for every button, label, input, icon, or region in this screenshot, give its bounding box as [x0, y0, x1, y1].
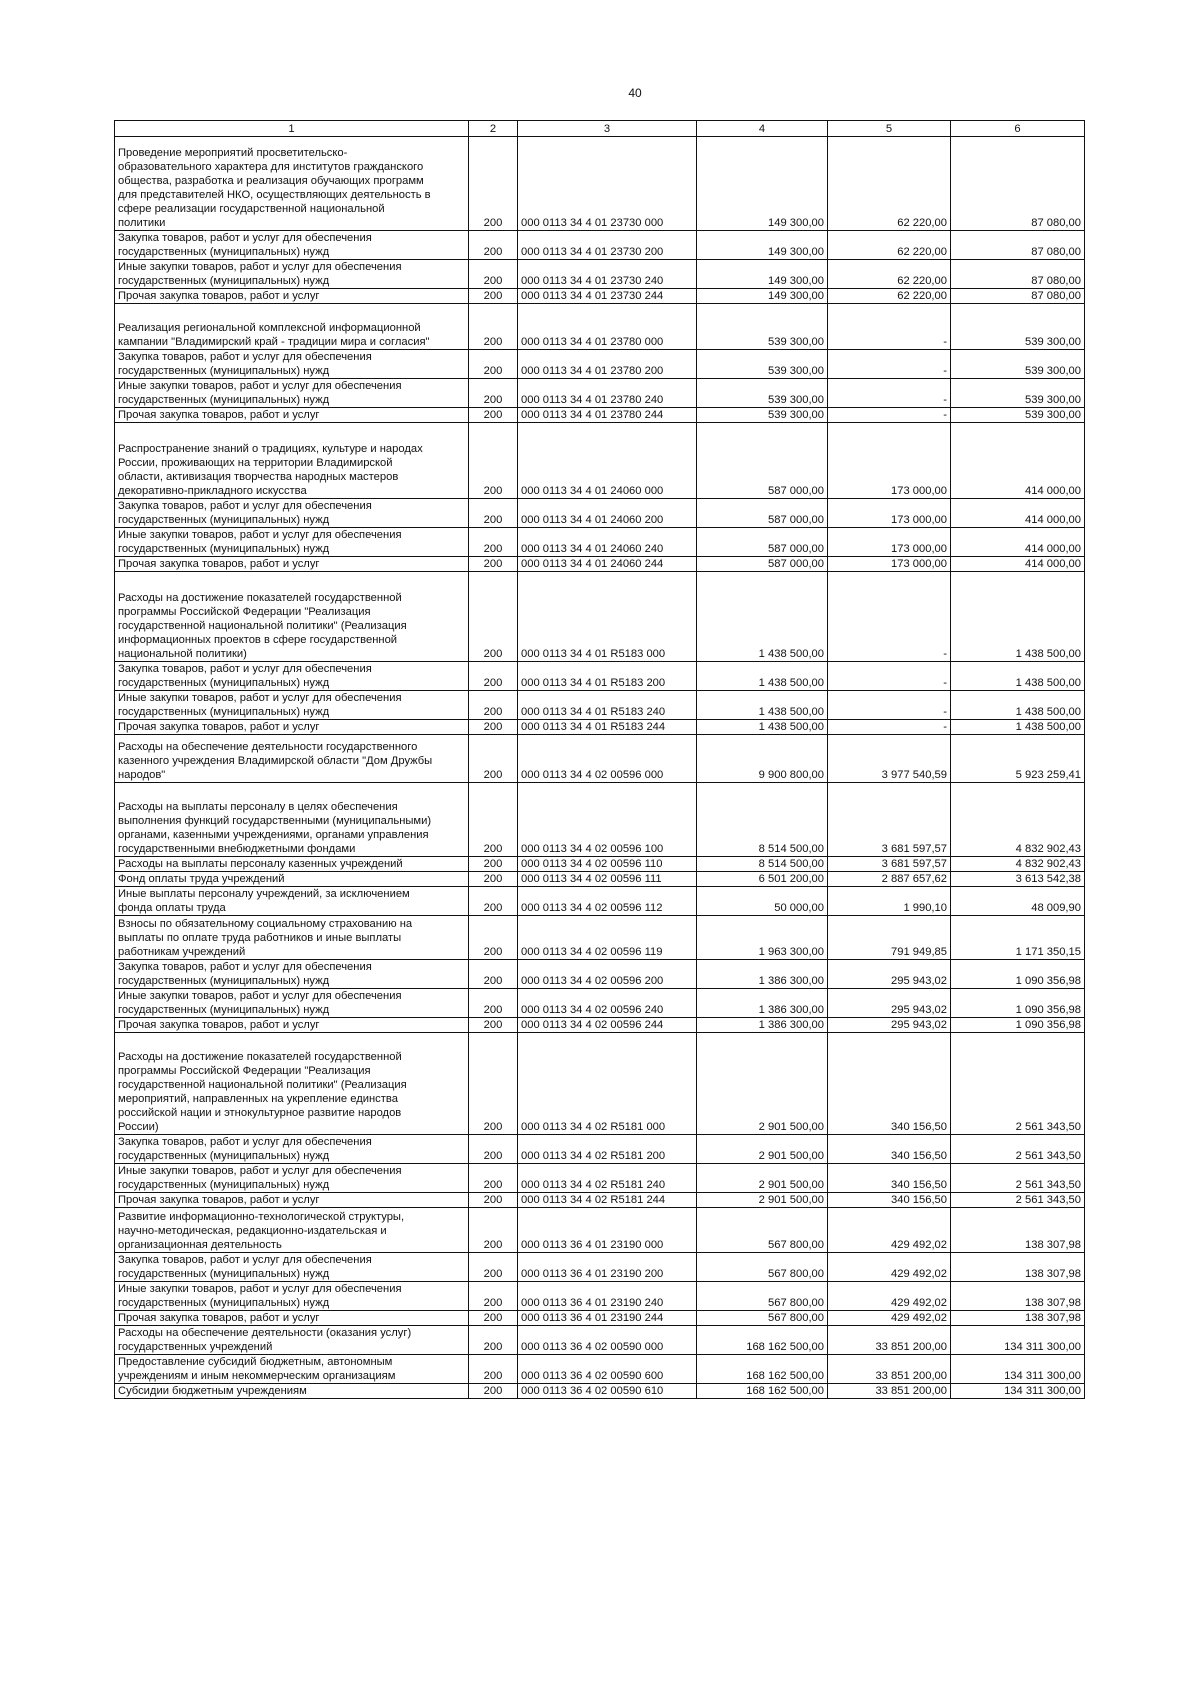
row-budget-code: 000 0113 36 4 01 23190 000 — [518, 1208, 697, 1253]
row-approved-amount: 567 800,00 — [697, 1282, 828, 1311]
column-header-4: 4 — [697, 121, 828, 137]
table-row — [115, 423, 1085, 499]
table-row — [115, 1208, 1085, 1253]
row-budget-code: 000 0113 34 4 01 23780 000 — [518, 304, 697, 350]
row-description: Иные закупки товаров, работ и услуг для обеспечения государственных (муниципальных) нужд — [115, 260, 469, 289]
column-header-3: 3 — [518, 121, 697, 137]
row-unexecuted-amount: 87 080,00 — [951, 137, 1085, 231]
row-description: Расходы на выплаты персоналу в целях обеспечения выполнения функций государственными (муниципальными) органами, казенными учреждениями, органами управления государственными внебюджетными фондами — [115, 783, 469, 857]
row-unexecuted-amount: 1 438 500,00 — [951, 691, 1085, 720]
row-approved-amount: 1 386 300,00 — [697, 989, 828, 1018]
row-executed-amount: 62 220,00 — [828, 231, 951, 260]
row-approved-amount: 149 300,00 — [697, 260, 828, 289]
row-approved-amount: 587 000,00 — [697, 528, 828, 557]
row-executed-amount: - — [828, 350, 951, 379]
table-row — [115, 1018, 1085, 1033]
row-code-admin: 200 — [469, 1033, 518, 1135]
row-description: Прочая закупка товаров, работ и услуг — [115, 720, 469, 735]
row-code-admin: 200 — [469, 887, 518, 916]
row-executed-amount: 62 220,00 — [828, 289, 951, 304]
row-approved-amount: 587 000,00 — [697, 423, 828, 499]
row-executed-amount: - — [828, 379, 951, 408]
row-budget-code: 000 0113 34 4 02 00596 119 — [518, 916, 697, 960]
row-budget-code: 000 0113 34 4 02 00596 244 — [518, 1018, 697, 1033]
row-approved-amount: 1 963 300,00 — [697, 916, 828, 960]
budget-table — [114, 120, 1085, 1399]
row-budget-code: 000 0113 34 4 02 00596 200 — [518, 960, 697, 989]
row-unexecuted-amount: 1 438 500,00 — [951, 572, 1085, 662]
row-approved-amount: 2 901 500,00 — [697, 1193, 828, 1208]
row-code-admin: 200 — [469, 1355, 518, 1384]
row-executed-amount: 429 492,02 — [828, 1311, 951, 1326]
row-executed-amount: - — [828, 720, 951, 735]
table-row — [115, 691, 1085, 720]
row-executed-amount: - — [828, 304, 951, 350]
table-row — [115, 350, 1085, 379]
row-budget-code: 000 0113 34 4 01 23780 240 — [518, 379, 697, 408]
row-executed-amount: 340 156,50 — [828, 1164, 951, 1193]
row-unexecuted-amount: 138 307,98 — [951, 1253, 1085, 1282]
row-approved-amount: 2 901 500,00 — [697, 1033, 828, 1135]
row-executed-amount: 791 949,85 — [828, 916, 951, 960]
row-description: Проведение мероприятий просветительско- образовательного характера для институтов гражданского общества, разработка и реализация обучающих программ для представителей НКО, осуществляющих деятельность в сфере реализации государственной национальной политики — [115, 137, 469, 231]
row-code-admin: 200 — [469, 231, 518, 260]
row-unexecuted-amount: 87 080,00 — [951, 231, 1085, 260]
row-code-admin: 200 — [469, 423, 518, 499]
row-approved-amount: 587 000,00 — [697, 557, 828, 572]
row-executed-amount: - — [828, 572, 951, 662]
table-row — [115, 783, 1085, 857]
row-unexecuted-amount: 2 561 343,50 — [951, 1164, 1085, 1193]
row-unexecuted-amount: 539 300,00 — [951, 408, 1085, 423]
row-unexecuted-amount: 414 000,00 — [951, 499, 1085, 528]
row-description: Взносы по обязательному социальному страхованию на выплаты по оплате труда работников и иные выплаты работникам учреждений — [115, 916, 469, 960]
row-executed-amount: 295 943,02 — [828, 989, 951, 1018]
row-budget-code: 000 0113 36 4 01 23190 200 — [518, 1253, 697, 1282]
row-description: Иные выплаты персоналу учреждений, за исключением фонда оплаты труда — [115, 887, 469, 916]
row-description: Иные закупки товаров, работ и услуг для обеспечения государственных (муниципальных) нужд — [115, 1282, 469, 1311]
row-description: Иные закупки товаров, работ и услуг для обеспечения государственных (муниципальных) нужд — [115, 1164, 469, 1193]
row-approved-amount: 8 514 500,00 — [697, 783, 828, 857]
row-executed-amount: 340 156,50 — [828, 1193, 951, 1208]
row-approved-amount: 8 514 500,00 — [697, 857, 828, 872]
row-budget-code: 000 0113 36 4 02 00590 000 — [518, 1326, 697, 1355]
row-executed-amount: 62 220,00 — [828, 137, 951, 231]
row-unexecuted-amount: 1 438 500,00 — [951, 720, 1085, 735]
row-code-admin: 200 — [469, 1164, 518, 1193]
table-row — [115, 989, 1085, 1018]
row-budget-code: 000 0113 34 4 02 R5181 240 — [518, 1164, 697, 1193]
row-budget-code: 000 0113 34 4 01 R5183 000 — [518, 572, 697, 662]
table-row — [115, 499, 1085, 528]
row-budget-code: 000 0113 34 4 01 24060 200 — [518, 499, 697, 528]
row-description: Расходы на обеспечение деятельности государственного казенного учреждения Владимирской области "Дом Дружбы народов" — [115, 735, 469, 783]
header-row — [115, 121, 1085, 137]
row-executed-amount: 429 492,02 — [828, 1208, 951, 1253]
row-unexecuted-amount: 539 300,00 — [951, 379, 1085, 408]
table-row — [115, 1282, 1085, 1311]
row-approved-amount: 539 300,00 — [697, 408, 828, 423]
row-budget-code: 000 0113 34 4 02 00596 240 — [518, 989, 697, 1018]
row-approved-amount: 1 438 500,00 — [697, 691, 828, 720]
row-code-admin: 200 — [469, 691, 518, 720]
row-approved-amount: 567 800,00 — [697, 1208, 828, 1253]
table-row — [115, 1033, 1085, 1135]
row-approved-amount: 2 901 500,00 — [697, 1164, 828, 1193]
row-description: Расходы на обеспечение деятельности (оказания услуг) государственных учреждений — [115, 1326, 469, 1355]
row-code-admin: 200 — [469, 379, 518, 408]
row-budget-code: 000 0113 34 4 01 23730 200 — [518, 231, 697, 260]
table-row — [115, 260, 1085, 289]
row-unexecuted-amount: 134 311 300,00 — [951, 1355, 1085, 1384]
row-description: Развитие информационно-технологической структуры, научно-методическая, редакционно-издательская и организационная деятельность — [115, 1208, 469, 1253]
row-approved-amount: 168 162 500,00 — [697, 1384, 828, 1399]
row-code-admin: 200 — [469, 1208, 518, 1253]
row-description: Расходы на достижение показателей государственной программы Российской Федерации "Реализация государственной национальной политики" (Реализация мероприятий, направленных на укрепление единства российской нации и этнокультурное развитие народов России) — [115, 1033, 469, 1135]
row-description: Фонд оплаты труда учреждений — [115, 872, 469, 887]
table-row — [115, 379, 1085, 408]
row-approved-amount: 587 000,00 — [697, 499, 828, 528]
row-code-admin: 200 — [469, 557, 518, 572]
row-code-admin: 200 — [469, 960, 518, 989]
row-approved-amount: 168 162 500,00 — [697, 1326, 828, 1355]
row-budget-code: 000 0113 34 4 01 24060 240 — [518, 528, 697, 557]
table-row — [115, 528, 1085, 557]
row-budget-code: 000 0113 34 4 01 23780 200 — [518, 350, 697, 379]
row-unexecuted-amount: 5 923 259,41 — [951, 735, 1085, 783]
row-unexecuted-amount: 4 832 902,43 — [951, 783, 1085, 857]
row-code-admin: 200 — [469, 572, 518, 662]
row-executed-amount: 1 990,10 — [828, 887, 951, 916]
row-unexecuted-amount: 2 561 343,50 — [951, 1033, 1085, 1135]
row-code-admin: 200 — [469, 1326, 518, 1355]
table-row — [115, 231, 1085, 260]
row-executed-amount: 2 887 657,62 — [828, 872, 951, 887]
row-code-admin: 200 — [469, 1193, 518, 1208]
row-description: Расходы на достижение показателей государственной программы Российской Федерации "Реализация государственной национальной политики" (Реализация информационных проектов в сфере государственной национальной политики) — [115, 572, 469, 662]
row-description: Закупка товаров, работ и услуг для обеспечения государственных (муниципальных) нужд — [115, 499, 469, 528]
row-budget-code: 000 0113 36 4 02 00590 610 — [518, 1384, 697, 1399]
row-description: Закупка товаров, работ и услуг для обеспечения государственных (муниципальных) нужд — [115, 350, 469, 379]
row-approved-amount: 50 000,00 — [697, 887, 828, 916]
row-code-admin: 200 — [469, 289, 518, 304]
row-description: Прочая закупка товаров, работ и услуг — [115, 557, 469, 572]
table-row — [115, 304, 1085, 350]
row-unexecuted-amount: 1 090 356,98 — [951, 989, 1085, 1018]
row-description: Прочая закупка товаров, работ и услуг — [115, 408, 469, 423]
row-executed-amount: 3 681 597,57 — [828, 783, 951, 857]
table-row — [115, 1311, 1085, 1326]
row-unexecuted-amount: 539 300,00 — [951, 350, 1085, 379]
column-header-1: 1 — [115, 121, 469, 137]
row-approved-amount: 149 300,00 — [697, 289, 828, 304]
row-unexecuted-amount: 138 307,98 — [951, 1282, 1085, 1311]
row-code-admin: 200 — [469, 350, 518, 379]
row-executed-amount: 173 000,00 — [828, 528, 951, 557]
table-row — [115, 1164, 1085, 1193]
row-code-admin: 200 — [469, 260, 518, 289]
row-budget-code: 000 0113 36 4 02 00590 600 — [518, 1355, 697, 1384]
row-unexecuted-amount: 87 080,00 — [951, 260, 1085, 289]
row-budget-code: 000 0113 34 4 01 23780 244 — [518, 408, 697, 423]
row-approved-amount: 1 386 300,00 — [697, 960, 828, 989]
row-budget-code: 000 0113 34 4 01 R5183 200 — [518, 662, 697, 691]
column-header-5: 5 — [828, 121, 951, 137]
row-executed-amount: 33 851 200,00 — [828, 1384, 951, 1399]
table-row — [115, 662, 1085, 691]
row-code-admin: 200 — [469, 872, 518, 887]
table-row — [115, 960, 1085, 989]
row-description: Закупка товаров, работ и услуг для обеспечения государственных (муниципальных) нужд — [115, 960, 469, 989]
table-row — [115, 1326, 1085, 1355]
row-code-admin: 200 — [469, 499, 518, 528]
row-approved-amount: 539 300,00 — [697, 304, 828, 350]
row-description: Прочая закупка товаров, работ и услуг — [115, 1311, 469, 1326]
row-code-admin: 200 — [469, 735, 518, 783]
row-budget-code: 000 0113 34 4 02 R5181 000 — [518, 1033, 697, 1135]
row-description: Прочая закупка товаров, работ и услуг — [115, 1193, 469, 1208]
row-unexecuted-amount: 1 090 356,98 — [951, 960, 1085, 989]
column-header-2: 2 — [469, 121, 518, 137]
table-row — [115, 720, 1085, 735]
row-approved-amount: 1 438 500,00 — [697, 572, 828, 662]
row-code-admin: 200 — [469, 1253, 518, 1282]
row-unexecuted-amount: 414 000,00 — [951, 423, 1085, 499]
row-description: Иные закупки товаров, работ и услуг для обеспечения государственных (муниципальных) нужд — [115, 989, 469, 1018]
row-unexecuted-amount: 48 009,90 — [951, 887, 1085, 916]
row-code-admin: 200 — [469, 783, 518, 857]
row-description: Закупка товаров, работ и услуг для обеспечения государственных (муниципальных) нужд — [115, 662, 469, 691]
row-description: Реализация региональной комплексной информационной кампании "Владимирский край - традиции мира и согласия" — [115, 304, 469, 350]
row-description: Расходы на выплаты персоналу казенных учреждений — [115, 857, 469, 872]
row-unexecuted-amount: 414 000,00 — [951, 528, 1085, 557]
row-budget-code: 000 0113 34 4 02 R5181 200 — [518, 1135, 697, 1164]
table-row — [115, 137, 1085, 231]
row-code-admin: 200 — [469, 662, 518, 691]
row-code-admin: 200 — [469, 137, 518, 231]
row-description: Предоставление субсидий бюджетным, автономным учреждениям и иным некоммерческим организациям — [115, 1355, 469, 1384]
row-budget-code: 000 0113 34 4 02 00596 000 — [518, 735, 697, 783]
table-body — [115, 137, 1085, 1399]
row-executed-amount: - — [828, 408, 951, 423]
page-number: 40 — [628, 86, 642, 100]
table-row — [115, 1253, 1085, 1282]
row-budget-code: 000 0113 34 4 01 R5183 244 — [518, 720, 697, 735]
row-executed-amount: - — [828, 691, 951, 720]
row-unexecuted-amount: 1 090 356,98 — [951, 1018, 1085, 1033]
row-budget-code: 000 0113 34 4 01 24060 000 — [518, 423, 697, 499]
table-row — [115, 557, 1085, 572]
row-approved-amount: 149 300,00 — [697, 231, 828, 260]
table-row — [115, 857, 1085, 872]
row-budget-code: 000 0113 36 4 01 23190 244 — [518, 1311, 697, 1326]
row-budget-code: 000 0113 34 4 01 R5183 240 — [518, 691, 697, 720]
table-row — [115, 872, 1085, 887]
row-budget-code: 000 0113 34 4 01 24060 244 — [518, 557, 697, 572]
row-code-admin: 200 — [469, 304, 518, 350]
row-unexecuted-amount: 4 832 902,43 — [951, 857, 1085, 872]
table-row — [115, 289, 1085, 304]
row-executed-amount: 3 977 540,59 — [828, 735, 951, 783]
row-code-admin: 200 — [469, 1384, 518, 1399]
row-budget-code: 000 0113 36 4 01 23190 240 — [518, 1282, 697, 1311]
row-approved-amount: 567 800,00 — [697, 1253, 828, 1282]
row-executed-amount: 33 851 200,00 — [828, 1326, 951, 1355]
row-approved-amount: 149 300,00 — [697, 137, 828, 231]
row-description: Распространение знаний о традициях, культуре и народах России, проживающих на территории Владимирской области, активизация творчества народных мастеров декоративно-прикладного искусства — [115, 423, 469, 499]
row-budget-code: 000 0113 34 4 01 23730 000 — [518, 137, 697, 231]
row-unexecuted-amount: 134 311 300,00 — [951, 1384, 1085, 1399]
row-approved-amount: 1 438 500,00 — [697, 720, 828, 735]
row-unexecuted-amount: 1 171 350,15 — [951, 916, 1085, 960]
row-description: Закупка товаров, работ и услуг для обеспечения государственных (муниципальных) нужд — [115, 1135, 469, 1164]
row-executed-amount: 173 000,00 — [828, 423, 951, 499]
row-executed-amount: 429 492,02 — [828, 1253, 951, 1282]
row-approved-amount: 2 901 500,00 — [697, 1135, 828, 1164]
table-row — [115, 735, 1085, 783]
row-approved-amount: 539 300,00 — [697, 350, 828, 379]
row-description: Закупка товаров, работ и услуг для обеспечения государственных (муниципальных) нужд — [115, 1253, 469, 1282]
row-approved-amount: 9 900 800,00 — [697, 735, 828, 783]
row-executed-amount: 429 492,02 — [828, 1282, 951, 1311]
row-approved-amount: 539 300,00 — [697, 379, 828, 408]
row-budget-code: 000 0113 34 4 01 23730 240 — [518, 260, 697, 289]
row-executed-amount: 173 000,00 — [828, 499, 951, 528]
row-approved-amount: 1 386 300,00 — [697, 1018, 828, 1033]
row-budget-code: 000 0113 34 4 02 00596 112 — [518, 887, 697, 916]
table-row — [115, 1384, 1085, 1399]
row-description: Субсидии бюджетным учреждениям — [115, 1384, 469, 1399]
row-unexecuted-amount: 138 307,98 — [951, 1208, 1085, 1253]
row-description: Закупка товаров, работ и услуг для обеспечения государственных (муниципальных) нужд — [115, 231, 469, 260]
row-code-admin: 200 — [469, 720, 518, 735]
row-executed-amount: 173 000,00 — [828, 557, 951, 572]
row-code-admin: 200 — [469, 1311, 518, 1326]
row-unexecuted-amount: 539 300,00 — [951, 304, 1085, 350]
row-code-admin: 200 — [469, 857, 518, 872]
row-unexecuted-amount: 1 438 500,00 — [951, 662, 1085, 691]
row-code-admin: 200 — [469, 989, 518, 1018]
row-approved-amount: 567 800,00 — [697, 1311, 828, 1326]
row-approved-amount: 6 501 200,00 — [697, 872, 828, 887]
row-executed-amount: 62 220,00 — [828, 260, 951, 289]
row-budget-code: 000 0113 34 4 02 00596 100 — [518, 783, 697, 857]
row-code-admin: 200 — [469, 1282, 518, 1311]
row-executed-amount: - — [828, 662, 951, 691]
row-executed-amount: 295 943,02 — [828, 960, 951, 989]
row-budget-code: 000 0113 34 4 02 00596 110 — [518, 857, 697, 872]
row-unexecuted-amount: 3 613 542,38 — [951, 872, 1085, 887]
row-description: Иные закупки товаров, работ и услуг для обеспечения государственных (муниципальных) нужд — [115, 528, 469, 557]
table-row — [115, 1135, 1085, 1164]
row-budget-code: 000 0113 34 4 01 23730 244 — [518, 289, 697, 304]
row-unexecuted-amount: 138 307,98 — [951, 1311, 1085, 1326]
row-code-admin: 200 — [469, 1135, 518, 1164]
row-code-admin: 200 — [469, 408, 518, 423]
table-row — [115, 1355, 1085, 1384]
row-executed-amount: 3 681 597,57 — [828, 857, 951, 872]
row-executed-amount: 340 156,50 — [828, 1135, 951, 1164]
row-code-admin: 200 — [469, 916, 518, 960]
row-executed-amount: 340 156,50 — [828, 1033, 951, 1135]
row-approved-amount: 168 162 500,00 — [697, 1355, 828, 1384]
row-unexecuted-amount: 87 080,00 — [951, 289, 1085, 304]
table-row — [115, 887, 1085, 916]
row-executed-amount: 33 851 200,00 — [828, 1355, 951, 1384]
row-unexecuted-amount: 2 561 343,50 — [951, 1135, 1085, 1164]
row-unexecuted-amount: 134 311 300,00 — [951, 1326, 1085, 1355]
row-budget-code: 000 0113 34 4 02 00596 111 — [518, 872, 697, 887]
column-header-6: 6 — [951, 121, 1085, 137]
row-description: Иные закупки товаров, работ и услуг для обеспечения государственных (муниципальных) нужд — [115, 691, 469, 720]
row-description: Прочая закупка товаров, работ и услуг — [115, 1018, 469, 1033]
table-row — [115, 916, 1085, 960]
row-unexecuted-amount: 2 561 343,50 — [951, 1193, 1085, 1208]
row-code-admin: 200 — [469, 1018, 518, 1033]
row-description: Прочая закупка товаров, работ и услуг — [115, 289, 469, 304]
row-code-admin: 200 — [469, 528, 518, 557]
table-row — [115, 572, 1085, 662]
row-approved-amount: 1 438 500,00 — [697, 662, 828, 691]
row-budget-code: 000 0113 34 4 02 R5181 244 — [518, 1193, 697, 1208]
row-executed-amount: 295 943,02 — [828, 1018, 951, 1033]
table-row — [115, 1193, 1085, 1208]
table-row — [115, 408, 1085, 423]
row-unexecuted-amount: 414 000,00 — [951, 557, 1085, 572]
row-description: Иные закупки товаров, работ и услуг для обеспечения государственных (муниципальных) нужд — [115, 379, 469, 408]
